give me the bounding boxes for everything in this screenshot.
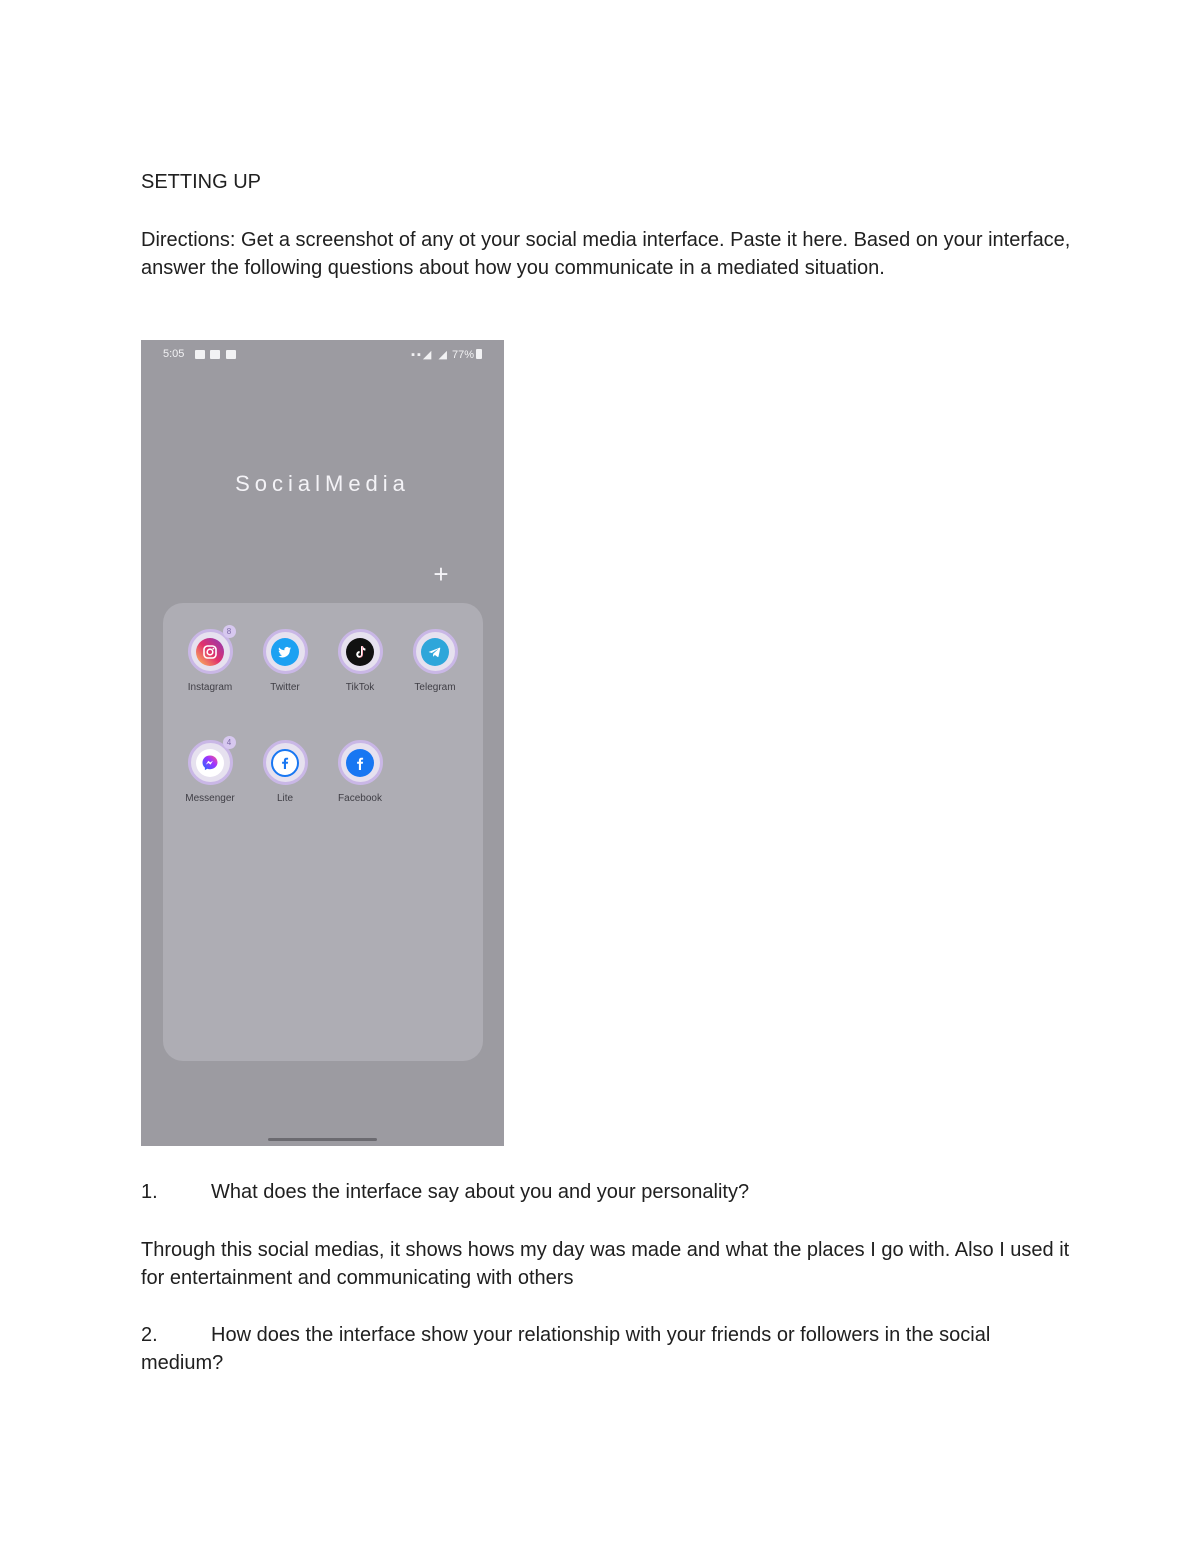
app-label: Lite [276, 793, 294, 804]
page-heading: SETTING UP [141, 171, 262, 193]
facebook-icon [346, 749, 374, 777]
twitter-icon [271, 638, 299, 666]
instagram-icon [196, 638, 224, 666]
status-indicators [411, 348, 482, 361]
battery-level: 77% [451, 349, 474, 361]
telegram-icon [421, 638, 449, 666]
directions-text: Directions: Get a screenshot of any ot your social media interface. Paste it here. Based on your interface, answer the following questions about how you communicate in a mediated situation. [141, 229, 1071, 279]
app-twitter[interactable] [247, 629, 323, 693]
question-text: How does the interface show your relationship with your friends or followers in the social medium? [141, 1324, 991, 1374]
question-2 [141, 1321, 1071, 1377]
status-time: 5:05 [163, 348, 185, 360]
app-label: Twitter [270, 682, 300, 693]
battery-icon [476, 349, 482, 359]
status-bar [141, 346, 504, 364]
phone-screenshot [141, 340, 504, 1146]
app-telegram[interactable] [397, 629, 473, 693]
question-number: 2. [141, 1324, 158, 1346]
app-messenger[interactable] [172, 740, 248, 804]
signal-icon: ▪▪◢ ◢ [411, 349, 449, 361]
notification-badge: 8 [223, 625, 236, 638]
app-facebook[interactable] [322, 740, 398, 804]
add-app-button[interactable]: + [433, 559, 449, 589]
app-label: TikTok [345, 682, 375, 693]
notification-badge: 4 [223, 736, 236, 749]
question-1 [141, 1178, 749, 1206]
facebook-lite-icon [271, 749, 299, 777]
answer-1: Through this social medias, it shows hows my day was made and what the places I go with. Also I used it for entertainment and communicating with others [141, 1239, 1070, 1289]
settings-notification-icon [226, 350, 236, 359]
app-instagram[interactable] [172, 629, 248, 693]
folder-title: SocialMedia [235, 471, 410, 496]
tiktok-icon [346, 638, 374, 666]
image-notification-icon [210, 350, 220, 359]
app-tiktok[interactable] [322, 629, 398, 693]
app-label: Facebook [338, 793, 382, 804]
app-label: Telegram [414, 682, 456, 693]
messenger-icon [196, 749, 224, 777]
gallery-notification-icon [195, 350, 205, 359]
home-indicator [268, 1138, 377, 1141]
app-facebook-lite[interactable] [247, 740, 323, 804]
app-label: Messenger [185, 793, 235, 804]
app-folder [163, 603, 483, 1061]
question-text: What does the interface say about you and your personality? [211, 1181, 750, 1203]
question-number: 1. [141, 1181, 158, 1203]
app-label: Instagram [187, 682, 233, 693]
